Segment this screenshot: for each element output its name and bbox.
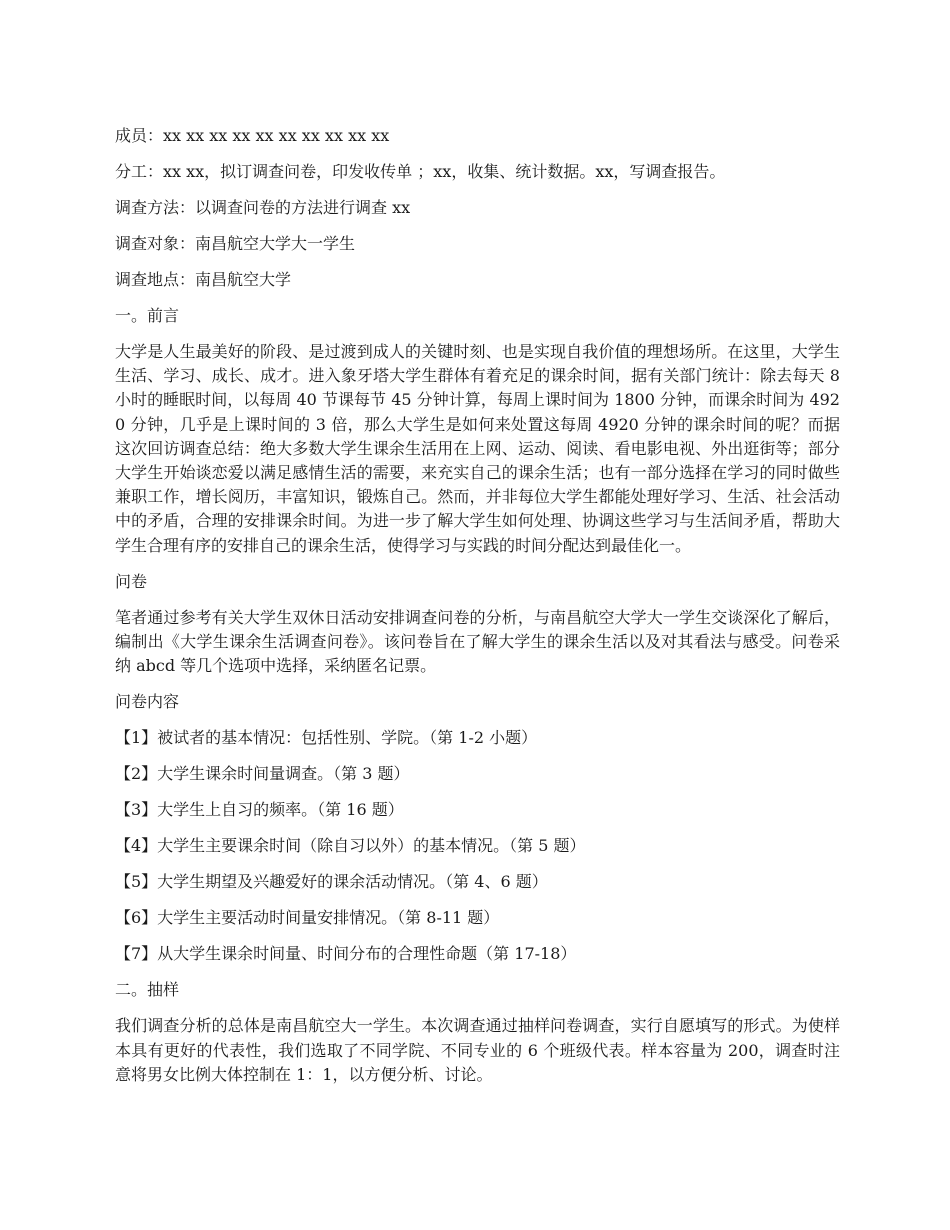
preface-paragraph: 大学是人生最美好的阶段、是过渡到成人的关键时刻、也是实现自我价值的理想场所。在这里，大学生生活、学习、成长、成才。进入象牙塔大学生群体有着充足的课余时间，据有关部门统计：除去每天 8 小时的睡眠时间，以每周 40 节课每节 45 分钟计算，每周上课时间为 1800 分钟，而课余时间为 4920 分钟，几乎是上课时间的 3 倍，那么大学生是如何来处置这每周 4920 分钟的课余时间的呢？而据这次回访调查总结：绝大多数大学生课余生活用在上网、运动、阅读、看电影电视、外出逛街等；部分大学生开始谈恋爱以满足感情生活的需要，来充实自己的课余生活；也有一部分选择在学习的同时做些兼职工作，增长阅历，丰富知识，锻炼自己。然而，并非每位大学生都能处理好学习、生活、社会活动中的矛盾，合理的安排课余时间。为进一步了解大学生如何处理、协调这些学习与生活间矛盾，帮助大学生合理有序的安排自己的课余生活，使得学习与实践的时间分配达到最佳化一。 — [115, 342, 840, 555]
section-preface-heading: 一。前言 — [115, 306, 180, 325]
method-line: 调查方法：以调查问卷的方法进行调查 xx — [115, 198, 411, 217]
members-line: 成员：xx xx xx xx xx xx xx xx xx xx — [115, 126, 390, 145]
subject-line: 调查对象：南昌航空大学大一学生 — [115, 234, 356, 253]
questionnaire-content-heading: 问卷内容 — [115, 692, 180, 712]
questionnaire-item: 【1】被试者的基本情况：包括性别、学院。（第 1-2 小题） — [115, 728, 538, 748]
sampling-paragraph: 我们调查分析的总体是南昌航空大一学生。本次调查通过抽样问卷调查，实行自愿填写的形式。为使样本具有更好的代表性，我们选取了不同学院、不同专业的 6 个班级代表。样本容量为 200，调查时注意将男女比例大体控制在 1：1，以方便分析、讨论。 — [115, 1016, 840, 1084]
questionnaire-item: 【3】大学生上自习的频率。（第 16 题） — [115, 800, 404, 820]
questionnaire-item: 【2】大学生课余时间量调查。（第 3 题） — [115, 764, 410, 784]
section-sampling-heading: 二。抽样 — [115, 980, 180, 1000]
questionnaire-paragraph: 笔者通过参考有关大学生双休日活动安排调查问卷的分析，与南昌航空大学大一学生交谈深化了解后，编制出《大学生课余生活调查问卷》。该问卷旨在了解大学生的课余生活以及对其看法与感受。问卷采纳 abcd 等几个选项中选择，采纳匿名记票。 — [115, 607, 840, 676]
questionnaire-item: 【5】大学生期望及兴趣爱好的课余活动情况。（第 4、6 题） — [115, 872, 548, 892]
location-line: 调查地点：南昌航空大学 — [115, 270, 292, 289]
questionnaire-item: 【6】大学生主要活动时间量安排情况。（第 8-11 题） — [115, 908, 500, 928]
questionnaire-item: 【7】从大学生课余时间量、时间分布的合理性命题（第 17-18） — [115, 944, 577, 964]
questionnaire-item: 【4】大学生主要课余时间（除自习以外）的基本情况。（第 5 题） — [115, 836, 586, 856]
division-line: 分工：xx xx，拟订调查问卷，印发收传单 ；xx，收集、统计数据。xx，写调查报告。 — [115, 162, 726, 181]
document-page — [115, 124, 840, 1099]
questionnaire-heading: 问卷 — [115, 571, 148, 591]
